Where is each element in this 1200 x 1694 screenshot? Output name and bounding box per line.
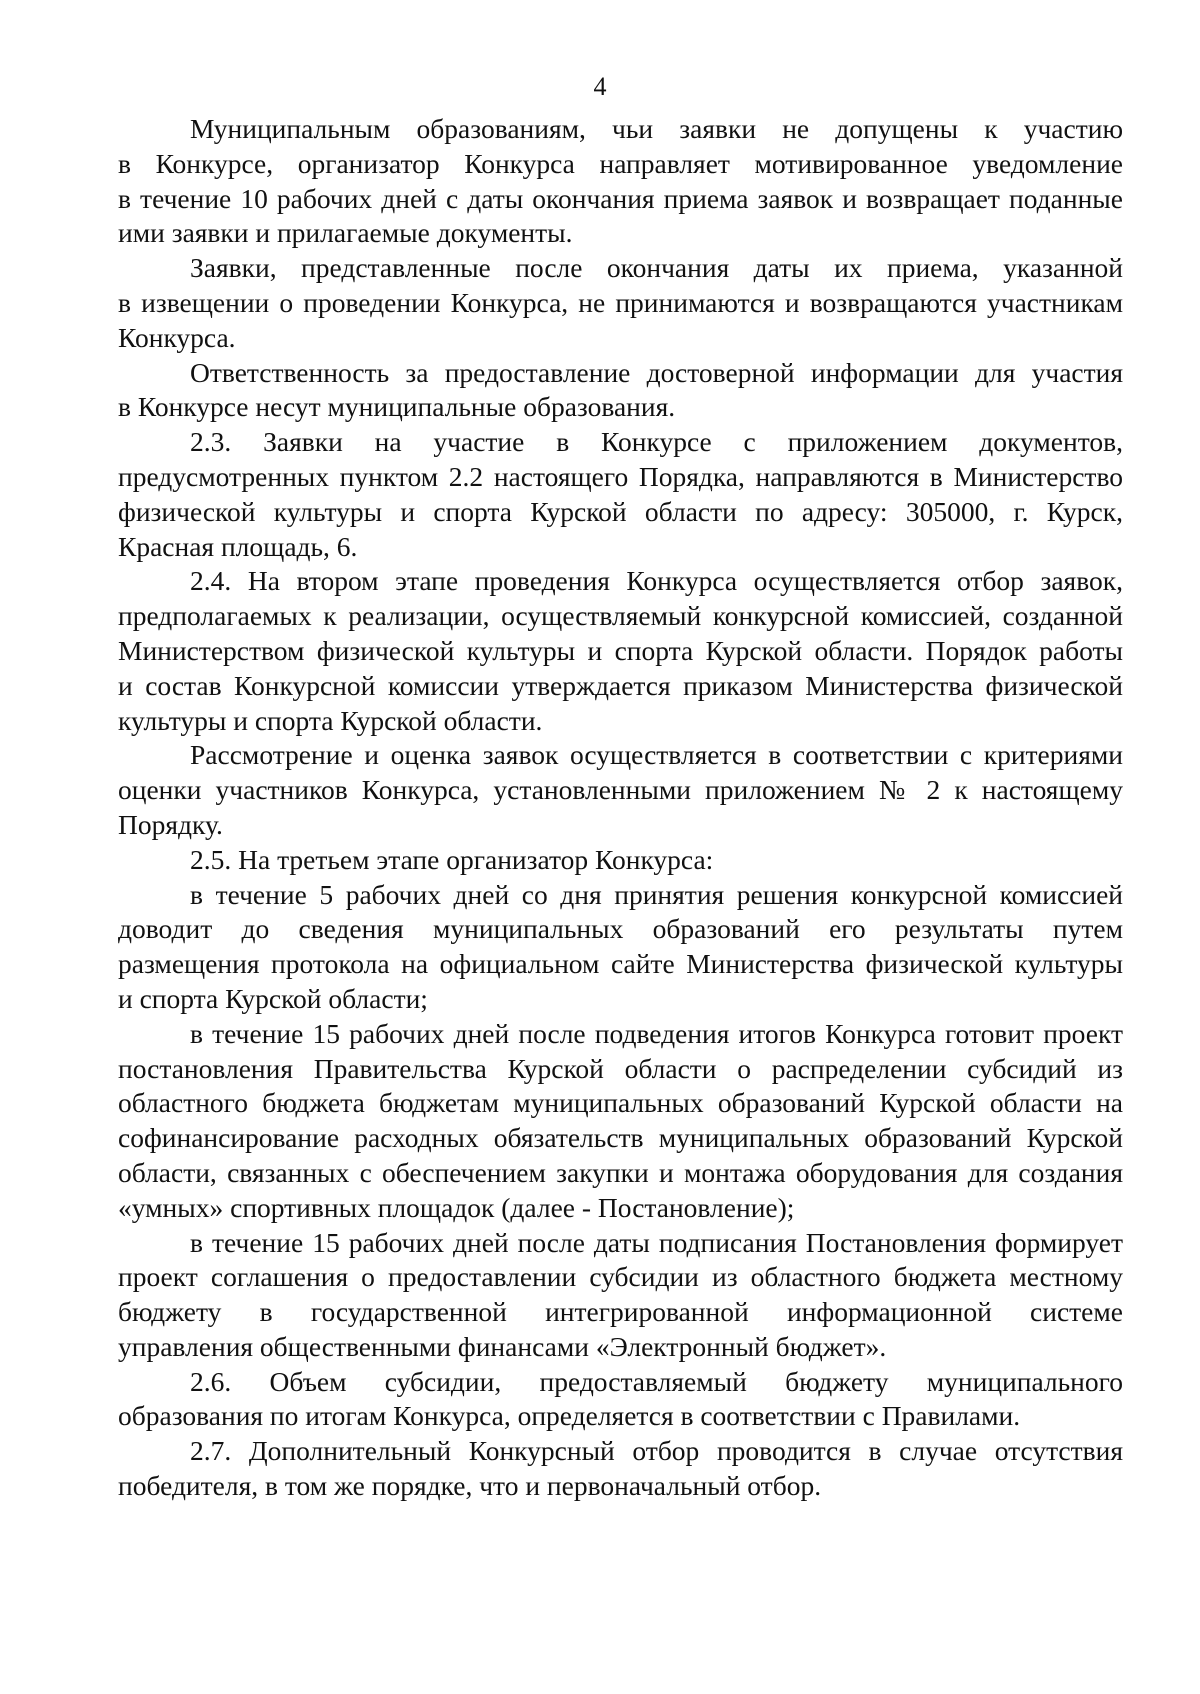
paragraph-rejected-applications	[118, 112, 1123, 251]
text-line: предполагаемых к реализации, осуществляемый конкурсной комиссией, созданной	[118, 600, 1123, 632]
paragraph-2-4	[118, 564, 1123, 738]
text-line: Красная площадь, 6.	[118, 530, 358, 562]
text-line: управления общественными финансами «Электронный бюджет».	[118, 1330, 887, 1362]
text-line: в течение 15 рабочих дней после даты подписания Постановления формирует	[190, 1226, 1123, 1258]
text-line: Конкурса.	[118, 321, 236, 353]
page-number: 4	[593, 72, 607, 101]
text-line: 2.5. На третьем этапе организатор Конкурса:	[190, 843, 714, 875]
text-line: доводит до сведения муниципальных образований его результаты путем	[118, 913, 1123, 945]
text-line: победителя, в том же порядке, что и первоначальный отбор.	[118, 1470, 822, 1502]
text-line: оценки участников Конкурса, установленными приложением № 2 к настоящему	[118, 774, 1123, 806]
paragraph-responsibility	[118, 356, 1123, 426]
text-line: в течение 15 рабочих дней после подведения итогов Конкурса готовит проект	[190, 1017, 1123, 1049]
paragraph-2-5	[118, 843, 1123, 878]
text-line: в течение 10 рабочих дней с даты окончания приема заявок и возвращает поданные	[118, 182, 1123, 214]
text-line: Заявки, представленные после окончания даты их приема, указанной	[190, 252, 1123, 284]
text-line: в Конкурсе несут муниципальные образования.	[118, 391, 676, 423]
text-line: ими заявки и прилагаемые документы.	[118, 217, 573, 249]
paragraph-2-6	[118, 1365, 1123, 1435]
paragraph-2-3	[118, 425, 1123, 564]
text-line: Ответственность за предоставление достоверной информации для участия	[190, 356, 1123, 388]
paragraph-15-days-agreement	[118, 1226, 1123, 1365]
text-line: проект соглашения о предоставлении субсидии из областного бюджета местному	[118, 1261, 1123, 1293]
text-line: областного бюджета бюджетам муниципальных образований Курской области на	[118, 1087, 1123, 1119]
text-line: Министерством физической культуры и спорта Курской области. Порядок работы	[118, 634, 1123, 666]
document-body	[118, 112, 1123, 1504]
paragraph-2-7	[118, 1434, 1123, 1504]
text-line: размещения протокола на официальном сайте Министерства физической культуры	[118, 948, 1123, 980]
text-line: образования по итогам Конкурса, определяется в соответствии с Правилами.	[118, 1400, 1021, 1432]
text-line: постановления Правительства Курской области о распределении субсидий из	[118, 1052, 1123, 1084]
text-line: Рассмотрение и оценка заявок осуществляется в соответствии с критериями	[190, 739, 1123, 771]
text-line: 2.7. Дополнительный Конкурсный отбор проводится в случае отсутствия	[190, 1435, 1123, 1467]
text-line: 2.6. Объем субсидии, предоставляемый бюджету муниципального	[190, 1365, 1123, 1397]
paragraph-late-applications	[118, 251, 1123, 355]
text-line: культуры и спорта Курской области.	[118, 704, 543, 736]
text-line: Муниципальным образованиям, чьи заявки не допущены к участию	[190, 113, 1123, 144]
text-line: в течение 5 рабочих дней со дня принятия решения конкурсной комиссией	[190, 878, 1123, 910]
text-line: 2.3. Заявки на участие в Конкурсе с приложением документов,	[190, 426, 1123, 458]
text-line: физической культуры и спорта Курской области по адресу: 305000, г. Курск,	[118, 495, 1123, 527]
paragraph-evaluation	[118, 738, 1123, 842]
text-line: бюджету в государственной интегрированной информационной системе	[118, 1296, 1123, 1328]
text-line: и состав Конкурсной комиссии утверждается приказом Министерства физической	[118, 669, 1123, 701]
text-line: софинансирование расходных обязательств муниципальных образований Курской	[118, 1122, 1123, 1154]
text-line: 2.4. На втором этапе проведения Конкурса осуществляется отбор заявок,	[190, 565, 1123, 597]
paragraph-5-days	[118, 878, 1123, 1017]
text-line: в Конкурсе, организатор Конкурса направляет мотивированное уведомление	[118, 147, 1123, 179]
text-line: в извещении о проведении Конкурса, не принимаются и возвращаются участникам	[118, 286, 1123, 318]
text-line: Порядку.	[118, 808, 223, 840]
text-line: «умных» спортивных площадок (далее - Постановление);	[118, 1191, 795, 1223]
paragraph-15-days-results	[118, 1017, 1123, 1226]
text-line: предусмотренных пунктом 2.2 настоящего Порядка, направляются в Министерство	[118, 460, 1123, 492]
text-line: и спорта Курской области;	[118, 982, 428, 1014]
text-line: области, связанных с обеспечением закупки и монтажа оборудования для создания	[118, 1156, 1123, 1188]
